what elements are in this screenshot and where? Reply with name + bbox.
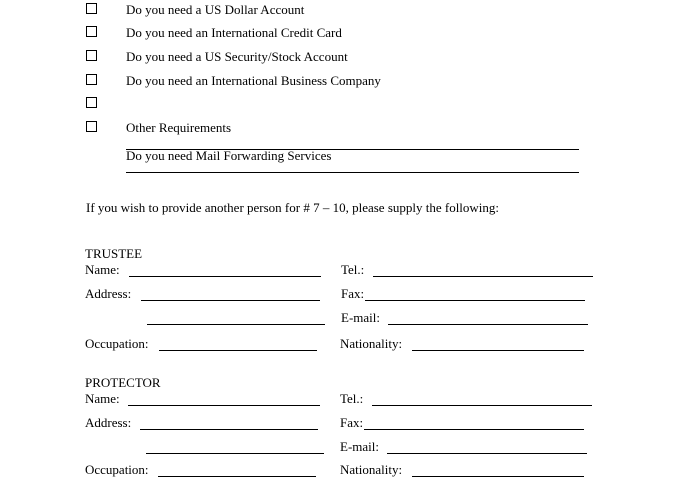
email-label: E-mail:: [340, 439, 379, 454]
nationality-label: Nationality:: [340, 336, 403, 351]
instruction-text: If you wish to provide another person for # 7 – 10, please supply the following:: [86, 200, 500, 215]
name-label: Name:: [85, 391, 120, 406]
checkbox-blank[interactable]: [86, 97, 97, 108]
name-field[interactable]: [128, 405, 320, 406]
checkbox-us-security-stock-account[interactable]: [86, 50, 97, 61]
fax-field[interactable]: [364, 429, 584, 430]
address-field[interactable]: [140, 429, 318, 430]
other-requirements-value[interactable]: Do you need Mail Forwarding Services: [126, 148, 332, 163]
occupation-label: Occupation:: [85, 462, 149, 477]
address-label: Address:: [85, 286, 132, 301]
section-heading: PROTECTOR: [85, 375, 161, 390]
checkbox-other-requirements[interactable]: [86, 121, 97, 132]
section-heading: TRUSTEE: [85, 246, 143, 261]
fax-label: Fax:: [341, 286, 365, 301]
checkbox-label: Do you need an International Business Company: [126, 73, 381, 88]
tel-field[interactable]: [372, 405, 592, 406]
email-field[interactable]: [387, 453, 587, 454]
occupation-label: Occupation:: [85, 336, 149, 351]
rule-line: [126, 172, 579, 173]
address-field[interactable]: [141, 300, 320, 301]
checkbox-international-credit-card[interactable]: [86, 26, 97, 37]
nationality-label: Nationality:: [340, 462, 403, 477]
checkbox-label: Do you need an International Credit Card: [126, 25, 342, 40]
name-field[interactable]: [129, 276, 321, 277]
address-field-line-2[interactable]: [146, 453, 324, 454]
checkbox-label: Other Requirements: [126, 120, 232, 135]
nationality-field[interactable]: [412, 350, 584, 351]
checkbox-label: Do you need a US Security/Stock Account: [126, 49, 348, 64]
tel-label: Tel.:: [341, 262, 365, 277]
address-label: Address:: [85, 415, 132, 430]
email-label: E-mail:: [341, 310, 380, 325]
name-label: Name:: [85, 262, 120, 277]
nationality-field[interactable]: [412, 476, 584, 477]
checkbox-label: Do you need a US Dollar Account: [126, 2, 305, 17]
checkbox-international-business-company[interactable]: [86, 74, 97, 85]
tel-field[interactable]: [373, 276, 593, 277]
fax-field[interactable]: [365, 300, 585, 301]
tel-label: Tel.:: [340, 391, 364, 406]
checkbox-us-dollar-account[interactable]: [86, 3, 97, 14]
occupation-field[interactable]: [159, 350, 317, 351]
address-field-line-2[interactable]: [147, 324, 325, 325]
email-field[interactable]: [388, 324, 588, 325]
fax-label: Fax:: [340, 415, 364, 430]
occupation-field[interactable]: [158, 476, 316, 477]
